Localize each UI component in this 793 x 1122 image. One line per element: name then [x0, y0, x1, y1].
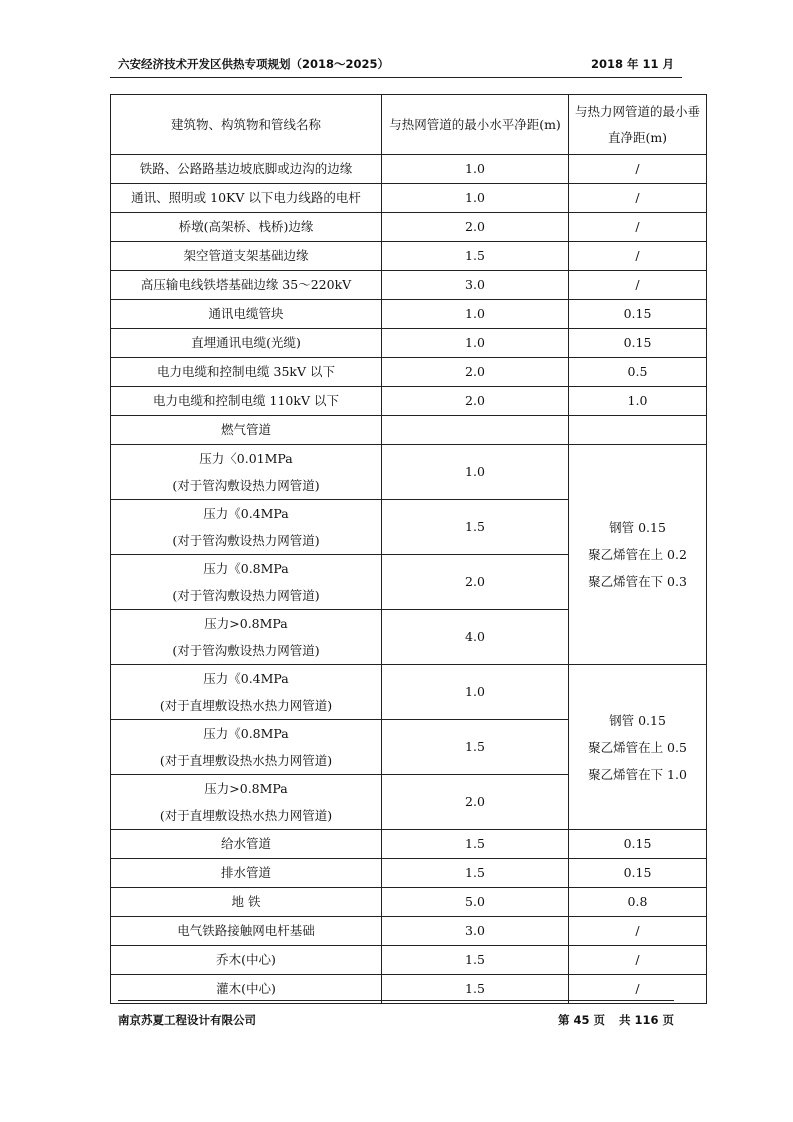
table-row	[111, 184, 707, 213]
row-name: 燃气管道	[111, 416, 382, 445]
gas-condition-label: (对于管沟敷设热力网管道)	[172, 533, 320, 548]
page-footer	[118, 1012, 674, 1030]
row-name: 铁路、公路路基边坡底脚或边沟的边缘	[111, 155, 382, 184]
row-name: 电力电缆和控制电缆 35kV 以下	[111, 358, 382, 387]
row-name	[111, 445, 382, 500]
table-row	[111, 300, 707, 329]
vertical-line: 聚乙烯管在上 0.5	[588, 739, 687, 755]
gas-condition-label: (对于直埋敷设热水热力网管道)	[159, 698, 333, 713]
row-horizontal: 1.0	[382, 665, 569, 720]
row-name: 给水管道	[111, 830, 382, 859]
gas-condition-label: (对于管沟敷设热力网管道)	[172, 643, 320, 658]
table-row	[111, 859, 707, 888]
row-horizontal: 2.0	[382, 213, 569, 242]
table-header-row	[111, 95, 707, 155]
clearance-table	[110, 94, 707, 1004]
row-vertical: /	[569, 946, 707, 975]
gas-pressure-label: 压力〈0.01MPa	[199, 451, 293, 466]
table-row	[111, 242, 707, 271]
gas-pressure-label: 压力>0.8MPa	[204, 616, 288, 631]
table-row	[111, 665, 707, 720]
gas-pressure-label: 压力《0.4MPa	[203, 671, 289, 686]
row-vertical: 1.0	[569, 387, 707, 416]
document-title: 六安经济技术开发区供热专项规划（2018～2025）	[118, 57, 390, 71]
table-row	[111, 155, 707, 184]
row-horizontal: 1.5	[382, 859, 569, 888]
gas-pressure-label: 压力《0.8MPa	[203, 561, 289, 576]
row-name: 通讯、照明或 10KV 以下电力线路的电杆	[111, 184, 382, 213]
row-vertical: 0.8	[569, 888, 707, 917]
row-name: 通讯电缆管块	[111, 300, 382, 329]
row-horizontal: 1.0	[382, 300, 569, 329]
row-vertical: /	[569, 213, 707, 242]
row-vertical: 0.5	[569, 358, 707, 387]
row-name	[111, 500, 382, 555]
table-row-gas-heading	[111, 416, 707, 445]
row-vertical: /	[569, 271, 707, 300]
table-row	[111, 329, 707, 358]
row-name	[111, 610, 382, 665]
row-name	[111, 720, 382, 775]
row-name: 电力电缆和控制电缆 110kV 以下	[111, 387, 382, 416]
row-vertical: 0.15	[569, 329, 707, 358]
table-row	[111, 271, 707, 300]
gas-pressure-label: 压力《0.8MPa	[203, 726, 289, 741]
row-horizontal: 4.0	[382, 610, 569, 665]
row-name: 桥墩(高架桥、栈桥)边缘	[111, 213, 382, 242]
col-header-vertical: 与热力网管道的最小垂直净距(m)	[569, 95, 707, 155]
row-horizontal: 2.0	[382, 775, 569, 830]
vertical-line: 聚乙烯管在上 0.2	[588, 547, 687, 562]
row-horizontal: 2.0	[382, 387, 569, 416]
row-horizontal: 2.0	[382, 555, 569, 610]
row-horizontal: 1.0	[382, 329, 569, 358]
row-horizontal: 1.0	[382, 445, 569, 500]
table-row	[111, 387, 707, 416]
page-indicator	[544, 1012, 674, 1028]
row-horizontal: 2.0	[382, 358, 569, 387]
gas-condition-label: (对于管沟敷设热力网管道)	[172, 478, 320, 493]
gas-trench-vertical	[569, 445, 707, 665]
table-row	[111, 830, 707, 859]
table-row	[111, 213, 707, 242]
row-horizontal: 5.0	[382, 888, 569, 917]
page-number: 第 45 页	[557, 1013, 605, 1027]
row-vertical: /	[569, 155, 707, 184]
table-row	[111, 917, 707, 946]
row-horizontal	[382, 416, 569, 445]
table-row	[111, 358, 707, 387]
row-name: 架空管道支架基础边缘	[111, 242, 382, 271]
row-horizontal: 1.5	[382, 500, 569, 555]
vertical-line: 钢管 0.15	[609, 712, 666, 728]
row-vertical: 0.15	[569, 830, 707, 859]
row-horizontal: 1.5	[382, 830, 569, 859]
row-horizontal: 1.5	[382, 946, 569, 975]
row-horizontal: 3.0	[382, 271, 569, 300]
row-name: 地 铁	[111, 888, 382, 917]
table-row	[111, 445, 707, 500]
table-row	[111, 946, 707, 975]
row-name	[111, 555, 382, 610]
footer-divider	[118, 1000, 674, 1001]
vertical-line: 钢管 0.15	[609, 520, 666, 535]
vertical-line: 聚乙烯管在下 1.0	[588, 766, 687, 782]
row-horizontal: 1.0	[382, 184, 569, 213]
page-header	[118, 56, 674, 74]
gas-pressure-label: 压力《0.4MPa	[203, 506, 289, 521]
row-vertical: 0.15	[569, 300, 707, 329]
row-vertical: /	[569, 242, 707, 271]
table-row	[111, 888, 707, 917]
row-vertical: /	[569, 975, 707, 1004]
col-header-horizontal: 与热网管道的最小水平净距(m)	[382, 95, 569, 155]
row-name	[111, 665, 382, 720]
row-name	[111, 775, 382, 830]
gas-pressure-label: 压力>0.8MPa	[204, 781, 288, 796]
company-name: 南京苏夏工程设计有限公司	[118, 1013, 256, 1027]
gas-buried-vertical	[569, 665, 707, 830]
row-name: 排水管道	[111, 859, 382, 888]
row-name: 电气铁路接触网电杆基础	[111, 917, 382, 946]
row-vertical: /	[569, 917, 707, 946]
row-horizontal: 3.0	[382, 917, 569, 946]
vertical-line: 聚乙烯管在下 0.3	[588, 574, 687, 589]
row-horizontal: 1.5	[382, 975, 569, 1004]
gas-condition-label: (对于管沟敷设热力网管道)	[172, 588, 320, 603]
row-vertical	[569, 416, 707, 445]
document-date: 2018 年 11 月	[590, 57, 674, 71]
row-horizontal: 1.5	[382, 242, 569, 271]
col-header-name: 建筑物、构筑物和管线名称	[111, 95, 382, 155]
row-horizontal: 1.0	[382, 155, 569, 184]
row-vertical: 0.15	[569, 859, 707, 888]
row-name: 直埋通讯电缆(光缆)	[111, 329, 382, 358]
row-horizontal: 1.5	[382, 720, 569, 775]
page-total: 共 116 页	[618, 1013, 674, 1027]
header-divider	[110, 77, 682, 78]
row-name: 高压输电线铁塔基础边缘 35～220kV	[111, 271, 382, 300]
gas-condition-label: (对于直埋敷设热水热力网管道)	[159, 753, 333, 768]
row-name: 乔木(中心)	[111, 946, 382, 975]
gas-condition-label: (对于直埋敷设热水热力网管道)	[159, 808, 333, 823]
row-vertical: /	[569, 184, 707, 213]
row-name: 灌木(中心)	[111, 975, 382, 1004]
